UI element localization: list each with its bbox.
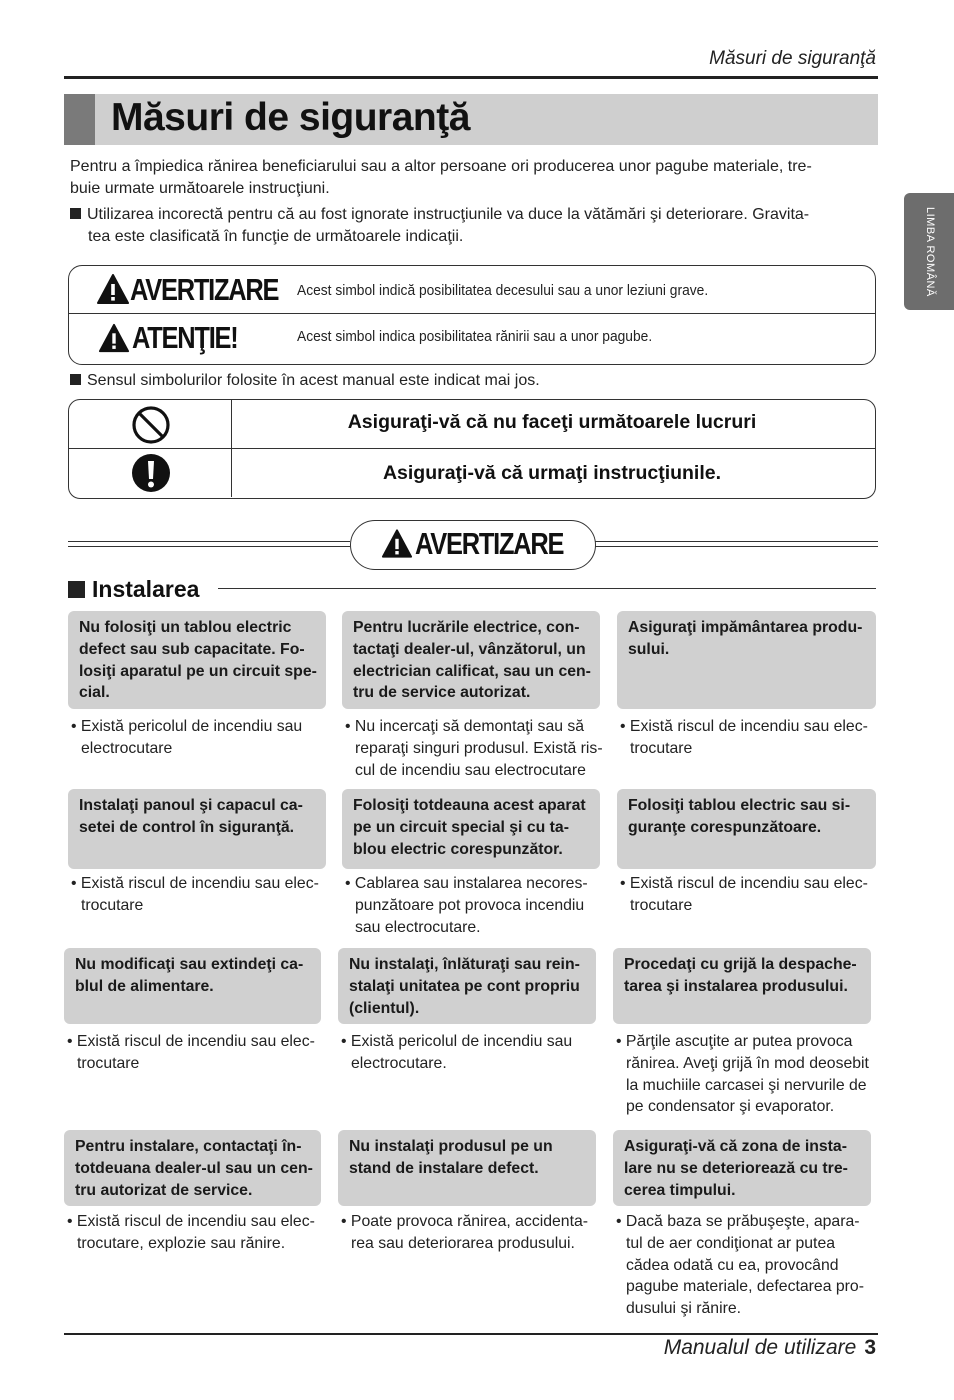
warning-card: [338, 948, 596, 1024]
consequence-line: electrocutare.: [351, 1054, 447, 1072]
warning-card: [613, 1130, 871, 1206]
square-bullet-icon: [68, 581, 85, 598]
banner-rule-right: [594, 546, 878, 547]
consequence-line: trocutare: [630, 739, 693, 757]
section-heading-text: Instalarea: [92, 576, 200, 602]
warning-card: [617, 789, 876, 869]
card-title-line: sului.: [628, 640, 670, 658]
bullet-dot-icon: •: [71, 875, 81, 892]
consequence-line-first: [616, 1031, 877, 1053]
card-consequence: [70, 716, 332, 760]
card-title-line: tarea şi instalarea produsului.: [624, 977, 848, 995]
consequence-line: trocutare, explozie sau rănire.: [77, 1234, 286, 1252]
banner-rule-right: [594, 541, 878, 542]
warning-card: [338, 1130, 596, 1206]
card-title-line: Asiguraţi-vă că zona de insta-: [624, 1138, 847, 1155]
consequence-line-first: [620, 873, 882, 895]
consequence-line: pe condensator şi evaporator.: [626, 1098, 835, 1116]
card-consequence: [619, 716, 882, 760]
card-consequence: [619, 873, 882, 917]
footer-label: Manualul de utilizare: [663, 1336, 857, 1359]
card-consequence: [344, 873, 606, 938]
bullet-dot-icon: •: [341, 1033, 351, 1050]
bullet-dot-icon: •: [345, 875, 355, 892]
section-rule: [218, 588, 876, 589]
symbol-mandatory-text: Asiguraţi-vă că urmaţi instrucţiunile.: [382, 462, 722, 484]
warning-card: [342, 611, 600, 709]
consequence-line: rea sau deteriorarea produsului.: [351, 1234, 575, 1252]
consequence-line: trocutare: [77, 1054, 140, 1072]
card-title-line: Pentru instalare, contactaţi în-: [75, 1138, 302, 1155]
card-title-line: tru de service autorizat.: [353, 684, 531, 702]
card-title-line: Pentru lucrările electrice, con-: [353, 619, 580, 636]
card-consequence: [340, 1031, 602, 1075]
card-title-line: Folosiţi totdeauna acest aparat: [353, 797, 586, 814]
card-title-line: tactaţi dealer-ul, vânzătorul, un: [353, 640, 586, 658]
card-title-line: electrician calificat, sau un cen-: [353, 662, 591, 680]
card-title-line: guranţe corespunzătoare.: [628, 818, 822, 836]
symbols-note: [70, 370, 870, 392]
card-title-line: blou electric corespunzător.: [353, 840, 563, 858]
consequence-line-first: [345, 873, 606, 895]
consequence-text: Există riscul de incendiu sau elec-: [80, 875, 319, 892]
consequence-line-first: [616, 1211, 877, 1233]
consequence-line: sau electrocutare.: [355, 918, 481, 936]
consequence-text: Există riscul de incendiu sau elec-: [629, 718, 868, 735]
consequence-line: cul de incendiu sau electrocutare: [355, 761, 586, 779]
warning-card: [617, 611, 876, 709]
card-title-line: Folosiţi tablou electric sau si-: [628, 797, 851, 814]
card-title-line: cial.: [79, 684, 110, 702]
card-title-line: defect sau sub capacitate. Fo-: [79, 640, 305, 658]
square-bullet-icon: [70, 208, 81, 219]
card-title-line: setei de control în siguranţă.: [79, 818, 295, 836]
consequence-text: Există riscul de incendiu sau elec-: [76, 1033, 315, 1050]
card-title-line: losiţi aparatul pe un circuit spe-: [79, 662, 317, 680]
avertizare-description: Acest simbol indică posibilitatea decesului sau a unor leziuni grave.: [297, 282, 709, 299]
title-bar-accent: [64, 94, 95, 145]
exclamation-icon: [131, 453, 171, 493]
consequence-line-first: [620, 716, 882, 738]
prohibition-icon: [131, 405, 171, 445]
card-title-line: Asiguraţi impământarea produ-: [628, 619, 863, 636]
section-heading: [68, 576, 199, 603]
card-consequence: [66, 1031, 327, 1075]
consequence-text: Există riscul de incendiu sau elec-: [629, 875, 868, 892]
atentie-description: Acest simbol indica posibilitatea rănirii sau a unor pagube.: [297, 328, 653, 345]
card-title-line: stalaţi unitatea pe cont propriu: [349, 977, 580, 995]
card-title-line: blul de alimentare.: [75, 977, 214, 995]
bullet-dot-icon: •: [616, 1033, 626, 1050]
symbols-table-hline: [68, 448, 876, 449]
language-tab: [904, 193, 954, 310]
consequence-text: Dacă baza se prăbuşeşte, apara-: [625, 1213, 860, 1230]
symbols-note-text: Sensul simbolurilor folosite în acest manual este indicat mai jos.: [87, 372, 540, 389]
consequence-text: Există pericolul de incendiu sau: [350, 1033, 573, 1050]
consequence-line: pagube materiale, defectarea pro-: [626, 1278, 864, 1296]
card-consequence: [615, 1211, 877, 1320]
footer-rule: [64, 1333, 878, 1335]
consequence-text: Există riscul de incendiu sau elec-: [76, 1213, 315, 1230]
card-consequence: [66, 1211, 327, 1255]
banner-rule-left: [68, 546, 350, 547]
warning-triangle-icon: [381, 528, 413, 559]
card-title-line: Nu folosiţi un tablou electric: [79, 619, 292, 636]
running-header: Măsuri de siguranţă: [709, 48, 876, 69]
consequence-line-first: [71, 873, 332, 895]
header-rule: [64, 76, 878, 79]
banner-rule-left: [68, 541, 350, 542]
card-title-line: pe un circuit special şi cu ta-: [353, 818, 569, 836]
card-title-line: lare nu se deteriorează cu tre-: [624, 1159, 848, 1177]
bullet-dot-icon: •: [620, 718, 630, 735]
consequence-line-first: [71, 716, 332, 738]
bullet-dot-icon: •: [341, 1213, 351, 1230]
footer: [664, 1336, 876, 1360]
intro-bullet-line-1: Utilizarea incorectă pentru că au fost ignorate instrucţiunile va duce la vătămări şi deteriorare. Gravita-: [87, 206, 810, 223]
consequence-line-first: [345, 716, 606, 738]
square-bullet-icon: [70, 374, 81, 385]
atentie-label: ATENŢIE!: [132, 320, 238, 355]
consequence-line: dusului şi rănire.: [626, 1300, 742, 1318]
card-title-line: tru autorizat de service.: [75, 1181, 253, 1199]
card-title-line: Instalaţi panoul şi capacul ca-: [79, 797, 303, 814]
card-title-line: cerea timpului.: [624, 1181, 736, 1199]
consequence-line-first: [67, 1211, 327, 1233]
warning-triangle-icon: [96, 273, 130, 305]
card-consequence: [340, 1211, 602, 1255]
card-title-line: Nu instalaţi produsul pe un: [349, 1138, 553, 1155]
intro-line-2: buie urmate următoarele instrucţiuni.: [70, 179, 330, 197]
language-tab-label: LIMBA ROMÂNĂ: [924, 206, 936, 297]
warning-card: [613, 948, 871, 1024]
card-title-line: (clientul).: [349, 999, 420, 1017]
card-title-line: totdeuana dealer-ul sau un cen-: [75, 1159, 313, 1177]
avertizare-label: AVERTIZARE: [130, 272, 279, 307]
intro-bullet: [70, 204, 870, 247]
consequence-line-first: [341, 1031, 602, 1053]
warning-card: [342, 789, 600, 869]
card-title-line: Nu modificaţi sau extindeţi ca-: [75, 956, 304, 973]
card-consequence: [615, 1031, 877, 1118]
warning-card: [68, 789, 326, 869]
consequence-text: Părţile ascuţite ar putea provoca: [625, 1033, 853, 1050]
bullet-dot-icon: •: [345, 718, 355, 735]
card-title-line: Procedaţi cu grijă la despache-: [624, 956, 857, 973]
consequence-text: Există pericolul de incendiu sau: [80, 718, 303, 735]
warning-card: [64, 948, 321, 1024]
bullet-dot-icon: •: [71, 718, 81, 735]
consequence-line: tul de aer condiţionat ar putea: [626, 1234, 836, 1252]
banner-label: AVERTIZARE: [415, 526, 564, 561]
consequence-line: trocutare: [630, 896, 693, 914]
consequence-line: electrocutare: [81, 739, 173, 757]
warning-card: [68, 611, 326, 709]
warning-triangle-icon: [98, 322, 130, 354]
consequence-line: la muchiile carcasei şi nervurile de: [626, 1076, 867, 1094]
consequence-text: Poate provoca rănirea, accidenta-: [350, 1213, 589, 1230]
consequence-line: cădea odată cu ea, provocând: [626, 1256, 839, 1274]
intro-paragraph: [70, 156, 870, 199]
signal-words-divider: [68, 313, 876, 314]
warning-card: [64, 1130, 321, 1206]
card-title-line: Nu instalaţi, înlăturaţi sau rein-: [349, 956, 580, 973]
bullet-dot-icon: •: [67, 1213, 77, 1230]
page-title: Măsuri de siguranţă: [111, 96, 470, 139]
symbol-prohibition-text: Asiguraţi-vă că nu faceţi următoarele lucruri: [347, 411, 757, 433]
consequence-line: trocutare: [81, 896, 144, 914]
card-title-line: stand de instalare defect.: [349, 1159, 539, 1177]
consequence-line-first: [67, 1031, 327, 1053]
consequence-text: Cablarea sau instalarea necores-: [354, 875, 588, 892]
intro-line-1: Pentru a împiedica rănirea beneficiarului sau a altor persoane ori producerea unor pagube materiale, tre-: [70, 158, 812, 175]
intro-bullet-line-2: tea este clasificată în funcţie de următoarele indicaţii.: [88, 227, 464, 245]
bullet-dot-icon: •: [616, 1213, 626, 1230]
consequence-line: punzătoare pot provoca incendiu: [355, 896, 585, 914]
consequence-text: Nu incercaţi să demontaţi sau să: [354, 718, 585, 735]
bullet-dot-icon: •: [67, 1033, 77, 1050]
card-consequence: [344, 716, 606, 781]
consequence-line: rănirea. Aveţi grijă în mod deosebit: [626, 1054, 869, 1072]
consequence-line-first: [341, 1211, 602, 1233]
card-consequence: [70, 873, 332, 917]
consequence-line: reparaţi singuri produsul. Există ris-: [355, 739, 603, 757]
page-number: 3: [864, 1336, 876, 1359]
bullet-dot-icon: •: [620, 875, 630, 892]
